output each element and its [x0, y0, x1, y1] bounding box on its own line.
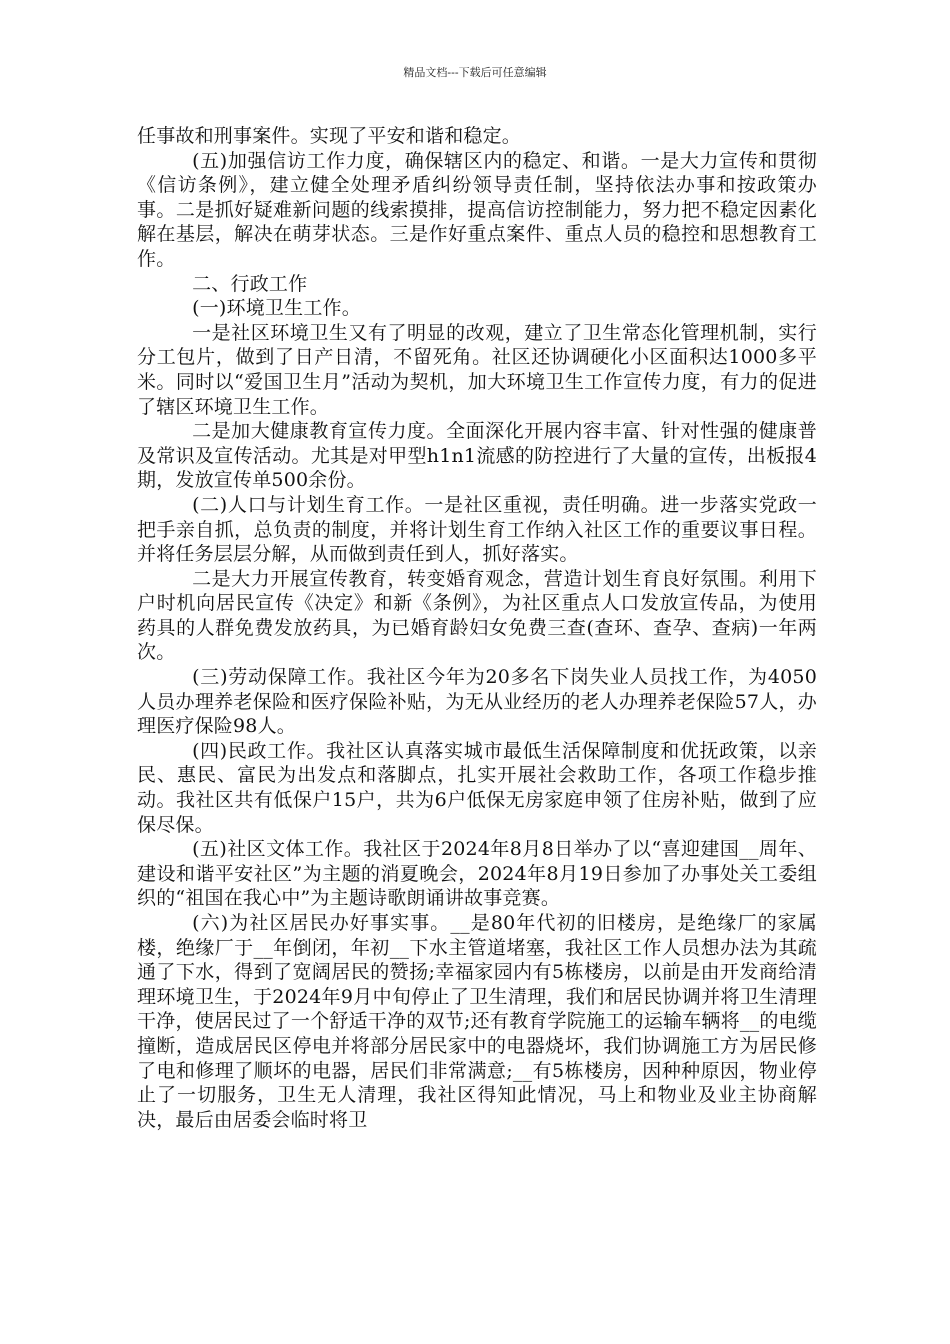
section-heading: 二、行政工作: [192, 272, 308, 295]
document-body: [137, 124, 817, 1132]
paragraph: 二是加大健康教育宣传力度。全面深化开展内容丰富、针对性强的健康普及常识及宣传活动。尤其是对甲型h1n1流感的防控进行了大量的宣传，出板报4期，发放宣传单500余份。: [137, 420, 817, 492]
paragraph: (二)人口与计划生育工作。一是社区重视，责任明确。进一步落实党政一把手亲自抓，总负责的制度，并将计划生育工作纳入社区工作的重要议事日程。并将任务层层分解，从而做到责任到人，抓好落实。: [137, 493, 817, 566]
paragraph: 任事故和刑事案件。实现了平安和谐和稳定。: [137, 125, 522, 147]
paragraph: (五)加强信访工作力度，确保辖区内的稳定、和谐。一是大力宣传和贯彻《信访条例》，建立健全处理矛盾纠纷领导责任制，坚持依法办事和按政策办事。二是抓好疑难新问题的线索摸排，提高信访控制能力，努力把不稳定因素化解在基层，解决在萌芽状态。三是作好重点案件、重点人员的稳控和思想教育工作。: [137, 149, 817, 270]
paragraph: (五)社区文体工作。我社区于2024年8月8日举办了以“喜迎建国__周年、建设和谐平安社区”为主题的消夏晚会，2024年8月19日参加了办事处关工委组织的“祖国在我心中”为主题诗歌朗诵讲故事竞赛。: [137, 838, 817, 910]
paragraph: (六)为社区居民办好事实事。__是80年代初的旧楼房，是绝缘厂的家属楼，绝缘厂于__年倒闭，年初__下水主管道堵塞，我社区工作人员想办法为其疏通了下水，得到了宽阔居民的赞扬;幸福家园内有5栋楼房，以前是由开发商给清理环境卫生，于2024年9月中旬停止了卫生清理，我们和居民协调并将卫生清理干净，使居民过了一个舒适干净的双节;还有教育学院施工的运输车辆将__的电缆撞断，造成居民区停电并将部分居民家中的电器烧坏，我们协调施工方为居民修了电和修理了顺坏的电器，居民们非常满意;__有5栋楼房，因种种原因，物业停止了一切服务，卫生无人清理，我社区得知此情况，马上和物业及业主协商解决，最后由居委会临时将卫: [137, 912, 817, 1131]
page-header: 精品文档---下载后可任意编辑: [403, 66, 547, 79]
paragraph: 一是社区环境卫生又有了明显的改观，建立了卫生常态化管理机制，实行分工包片，做到了日产日清，不留死角。社区还协调硬化小区面积达1000多平米。同时以“爱国卫生月”活动为契机，加大环境卫生工作宣传力度，有力的促进了辖区环境卫生工作。: [137, 321, 817, 418]
paragraph: (三)劳动保障工作。我社区今年为20多名下岗失业人员找工作，为4050人员办理养老保险和医疗保险补贴，为无从业经历的老人办理养老保险57人，办理医疗保险98人。: [137, 666, 817, 738]
paragraph: 二是大力开展宣传教育，转变婚育观念，营造计划生育良好氛围。利用下户时机向居民宣传《决定》和新《条例》，为社区重点人口发放宣传品，为使用药具的人群免费发放药具，为已婚育龄妇女免费三查(查环、查孕、查病)一年两次。: [137, 567, 817, 664]
paragraph: (四)民政工作。我社区认真落实城市最低生活保障制度和优抚政策，以亲民、惠民、富民为出发点和落脚点，扎实开展社会救助工作，各项工作稳步推动。我社区共有低保户15户，共为6户低保无房家庭申领了住房补贴，做到了应保尽保。: [137, 739, 817, 836]
subsection-heading: (一)环境卫生工作。: [192, 297, 361, 320]
